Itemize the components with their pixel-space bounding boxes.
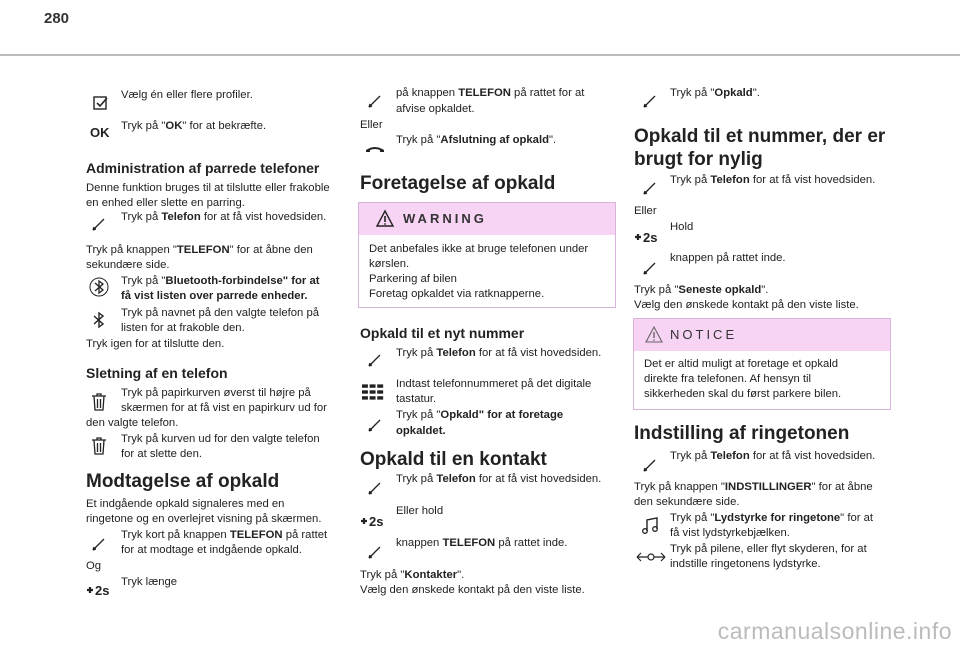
warning-triangle-icon — [375, 209, 395, 229]
bluetooth-icon — [88, 309, 110, 331]
admin-line-1: Denne funktion bruges til at tilslutte eller frakoble — [86, 182, 330, 194]
contacts-line-1: Tryk på "Kontakter". — [360, 569, 465, 581]
header-rule — [0, 54, 960, 56]
or-text: Eller — [360, 119, 383, 131]
music-note-icon — [639, 515, 661, 537]
pointer-stylus-icon — [639, 90, 661, 112]
notice-box — [633, 318, 891, 410]
long-press-text: Tryk længe — [121, 576, 178, 588]
pointer-stylus-icon — [639, 257, 661, 279]
trash-line-1: Tryk på papirkurven øverst til højre på — [121, 387, 311, 399]
bluetooth-line-1: Tryk på "Bluetooth-forbindelse" for at — [121, 275, 320, 287]
short-press-line-2: for at modtage et indgående opkald. — [121, 544, 302, 556]
telefon-home-text: Tryk på Telefon for at få vist hovedsiden. — [121, 211, 327, 223]
bluetooth-line-2: få vist listen over parrede enheder. — [121, 290, 308, 302]
warning-line-2: kørslen. — [369, 258, 410, 270]
calls-text: Tryk på "Opkald". — [670, 87, 760, 99]
select-profiles-text: Vælg én eller flere profiler. — [121, 89, 253, 101]
pointer-stylus-icon — [639, 177, 661, 199]
notice-line-2: direkte fra telefonen. Af hensyn til — [644, 373, 812, 385]
arrows-line-2: indstille ringetonens lydstyrke. — [670, 558, 821, 570]
long-press-2s-icon — [86, 580, 118, 600]
pointer-stylus-icon — [364, 414, 386, 436]
telefon-button-line-1: Tryk på knappen "TELEFON" for at åbne den — [86, 244, 313, 256]
pointer-stylus-icon — [88, 533, 110, 555]
admin-line-2: en enhed eller slette en parring. — [86, 197, 245, 209]
reject-line-2: afvise opkaldet. — [396, 103, 475, 115]
slider-arrows-icon — [635, 548, 667, 566]
telefon-button-line-2: sekundære side. — [86, 259, 170, 271]
warning-line-4: Foretag opkaldet via ratknapperne. — [369, 288, 545, 300]
trash-line-3: den valgte telefon. — [86, 417, 179, 429]
settings-line-2: den sekundære side. — [634, 496, 740, 508]
keypad-icon — [362, 381, 388, 403]
svg-text:2s: 2s — [95, 583, 110, 598]
reject-line-1: på knappen TELEFON på rattet for at — [396, 87, 585, 99]
disconnect-line-2: listen for at frakoble den. — [121, 322, 245, 334]
notice-header — [634, 319, 890, 351]
notice-line-1: Det er altid muligt at foretage et opkald — [644, 358, 839, 370]
trash-line-2: skærmen for at få vist en papirkurv ud for — [121, 402, 327, 414]
telefon-home-text: Tryk på Telefon for at få vist hovedsiden. — [670, 450, 876, 462]
recent-calls-line-2: Vælg den ønskede kontakt på den viste liste. — [634, 299, 859, 311]
pointer-stylus-icon — [639, 454, 661, 476]
notice-body — [634, 351, 890, 409]
warning-box — [358, 202, 616, 308]
ringtone-volume-line-2: få vist lydstyrkebjælken. — [670, 527, 790, 539]
end-call-text: Tryk på "Afslutning af opkald". — [396, 134, 557, 146]
trash-icon — [88, 435, 110, 457]
long-press-2s-icon — [634, 227, 666, 247]
warning-line-1: Det anbefales ikke at bruge telefonen under — [369, 243, 589, 255]
heading-receive-call: Modtagelse af opkald — [86, 471, 280, 492]
pointer-stylus-icon — [364, 477, 386, 499]
long-press-2s-icon — [360, 511, 392, 531]
svg-text:2s: 2s — [369, 514, 384, 529]
confirm-ok-text: Tryk på "OK" for at bekræfte. — [121, 120, 267, 132]
receive-line-2: ringetone og en overlejret visning på skærmen. — [86, 513, 322, 525]
warning-body — [359, 235, 615, 307]
enter-number-line-2: tastatur. — [396, 393, 437, 405]
contacts-line-2: Vælg den ønskede kontakt på den viste liste. — [360, 584, 585, 596]
telefon-home-text: Tryk på Telefon for at få vist hovedsiden. — [396, 347, 602, 359]
pointer-stylus-icon — [364, 90, 386, 112]
heading-call-contact: Opkald til en kontakt — [360, 449, 547, 470]
enter-number-line-1: Indtast telefonnummeret på det digitale — [396, 378, 592, 390]
call-button-line-1: Tryk på "Opkald" for at foretage — [396, 409, 564, 421]
heading-recent-number-line-2: brugt for nylig — [634, 149, 763, 170]
steering-button-text: knappen TELEFON på rattet inde. — [396, 537, 568, 549]
checkbox-icon — [90, 92, 112, 114]
or-hold-text: Eller hold — [396, 505, 444, 517]
bluetooth-connection-icon — [88, 276, 110, 298]
or-text: Eller — [634, 205, 657, 217]
receive-line-1: Et indgående opkald signaleres med en — [86, 498, 285, 510]
recent-calls-line-1: Tryk på "Seneste opkald". — [634, 284, 769, 296]
pointer-stylus-icon — [364, 541, 386, 563]
steering-button-text: knappen på rattet inde. — [670, 252, 786, 264]
basket-line-1: Tryk på kurven ud for den valgte telefon — [121, 433, 320, 445]
heading-make-call: Foretagelse af opkald — [360, 173, 556, 194]
warning-line-3: Parkering af bilen — [369, 273, 457, 285]
pointer-stylus-icon — [364, 349, 386, 371]
ok-icon: OK — [90, 125, 110, 140]
notice-triangle-icon — [644, 325, 664, 345]
heading-ringtone-settings: Indstilling af ringetonen — [634, 423, 850, 444]
trash-icon — [88, 391, 110, 413]
svg-text:2s: 2s — [643, 230, 658, 245]
telefon-home-text: Tryk på Telefon for at få vist hovedsiden. — [670, 174, 876, 186]
warning-header — [359, 203, 615, 235]
short-press-line-1: Tryk kort på knappen TELEFON på rattet — [121, 529, 328, 541]
watermark: carmanualsonline.info — [717, 618, 952, 644]
basket-line-2: for at slette den. — [121, 448, 203, 460]
call-button-line-2: opkaldet. — [396, 425, 446, 437]
pointer-stylus-icon — [88, 213, 110, 235]
heading-delete-phone: Sletning af en telefon — [86, 365, 228, 381]
settings-line-1: Tryk på knappen "INDSTILLINGER" for at åbne — [634, 481, 873, 493]
ringtone-volume-line-1: Tryk på "Lydstyrke for ringetone" for at — [670, 512, 874, 524]
telefon-home-text: Tryk på Telefon for at få vist hovedsiden. — [396, 473, 602, 485]
warning-title: WARNING — [403, 211, 487, 226]
heading-admin-paired-phones: Administration af parrede telefoner — [86, 160, 320, 176]
heading-recent-number-line-1: Opkald til et nummer, der er — [634, 126, 886, 147]
heading-new-number: Opkald til et nyt nummer — [360, 325, 525, 341]
reconnect-text: Tryk igen for at tilslutte den. — [86, 338, 225, 350]
hold-text: Hold — [670, 221, 694, 233]
hang-up-icon — [364, 138, 386, 160]
disconnect-line-1: Tryk på navnet på den valgte telefon på — [121, 307, 320, 319]
and-text: Og — [86, 560, 102, 572]
notice-line-3: sikkerheden skal du først parkere bilen. — [644, 388, 842, 400]
page-number: 280 — [44, 10, 70, 27]
notice-title: NOTICE — [670, 327, 738, 342]
arrows-line-1: Tryk på pilene, eller flyt skyderen, for at — [670, 543, 867, 555]
